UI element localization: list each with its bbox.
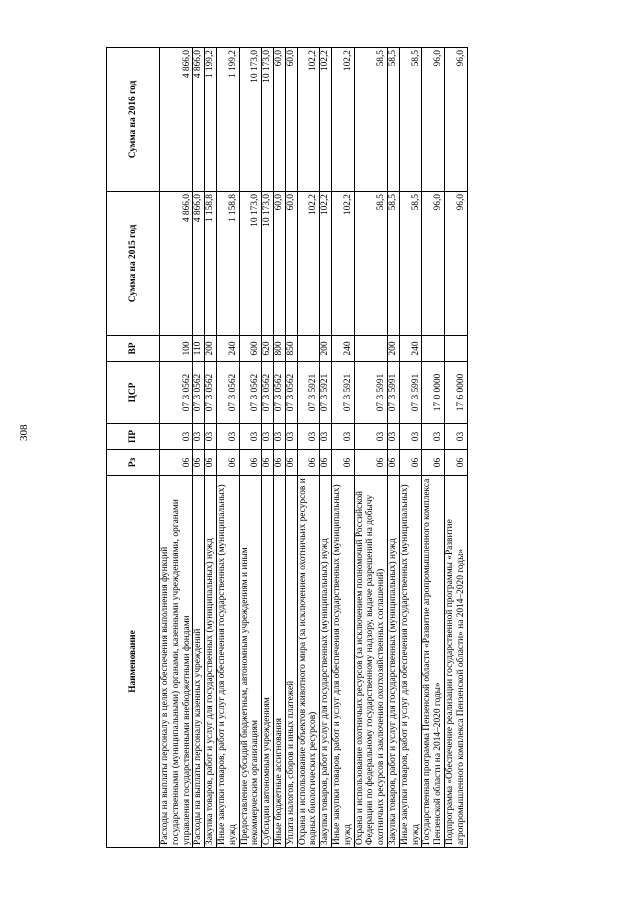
- cell-pr: 03: [193, 424, 205, 450]
- cell-name: Иные закупки товаров, работ и услуг для обеспечения государственных (муниципальных) нужд: [216, 476, 239, 848]
- cell-pr: 03: [422, 424, 445, 450]
- cell-vr: 110: [193, 336, 205, 362]
- cell-sum-2015: 4 866,0: [160, 192, 193, 336]
- cell-rz: 06: [193, 450, 205, 476]
- table-row: [320, 48, 332, 848]
- cell-vr: [422, 336, 445, 362]
- cell-pr: 03: [320, 424, 332, 450]
- cell-sum-2015: 1 158,8: [205, 192, 217, 336]
- cell-csr: 07 3 5991: [399, 362, 422, 424]
- cell-name: Расходы на выплаты персоналу в целях обеспечения выполнения функций государственными (муниципальными) органами, казенными учреждениями, органами управления государственными внебюджетными фондами: [160, 476, 193, 848]
- cell-csr: 07 3 5921: [320, 362, 332, 424]
- cell-name: Закупка товаров, работ и услуг для государственных (муниципальных) нужд: [320, 476, 332, 848]
- cell-pr: 03: [354, 424, 387, 450]
- cell-pr: 03: [331, 424, 354, 450]
- cell-csr: 07 3 0562: [239, 362, 262, 424]
- cell-sum-2016: 58,5: [354, 48, 387, 192]
- cell-pr: 03: [216, 424, 239, 450]
- cell-sum-2015: 4 866,0: [193, 192, 205, 336]
- cell-name: Охрана и использование объектов животного мира (за исключением охотничьих ресурсов и водных биологических ресурсов): [297, 476, 320, 848]
- header-csr: ЦСР: [107, 362, 160, 424]
- cell-vr: 850: [285, 336, 297, 362]
- cell-csr: 07 3 0562: [273, 362, 285, 424]
- cell-csr: 07 3 0562: [285, 362, 297, 424]
- cell-sum-2015: 102,2: [331, 192, 354, 336]
- header-sum-2016: Сумма на 2016 год: [107, 48, 160, 192]
- cell-sum-2015: 10 173,0: [239, 192, 262, 336]
- table-row: [239, 48, 262, 848]
- cell-pr: 03: [387, 424, 399, 450]
- cell-rz: 06: [387, 450, 399, 476]
- table-row: [216, 48, 239, 848]
- cell-sum-2016: 4 866,0: [160, 48, 193, 192]
- cell-rz: 06: [262, 450, 274, 476]
- cell-pr: 03: [399, 424, 422, 450]
- table-row: [285, 48, 297, 848]
- cell-name: Подпрограмма «Обеспечение реализации государственной программы «Развитие агропромышленного комплекса Пензенской области» на 2014–2020 годы»: [444, 476, 467, 848]
- cell-vr: 240: [216, 336, 239, 362]
- header-sum-2015: Сумма на 2015 год: [107, 192, 160, 336]
- cell-pr: 03: [262, 424, 274, 450]
- table-row: [387, 48, 399, 848]
- cell-rz: 06: [422, 450, 445, 476]
- cell-csr: 07 3 0562: [205, 362, 217, 424]
- cell-vr: 620: [262, 336, 274, 362]
- cell-rz: 06: [320, 450, 332, 476]
- header-name: Наименование: [107, 476, 160, 848]
- cell-sum-2015: 58,5: [354, 192, 387, 336]
- table-row: [262, 48, 274, 848]
- cell-sum-2015: 96,0: [422, 192, 445, 336]
- cell-pr: 03: [444, 424, 467, 450]
- cell-sum-2016: 96,0: [444, 48, 467, 192]
- cell-rz: 06: [216, 450, 239, 476]
- cell-name: Субсидии автономным учреждениям: [262, 476, 274, 848]
- cell-rz: 06: [331, 450, 354, 476]
- cell-csr: 17 0 0000: [422, 362, 445, 424]
- cell-csr: 07 3 5991: [354, 362, 387, 424]
- budget-table: [106, 47, 468, 848]
- cell-pr: 03: [239, 424, 262, 450]
- cell-csr: 07 3 0562: [193, 362, 205, 424]
- table-row: [193, 48, 205, 848]
- cell-vr: [297, 336, 320, 362]
- cell-pr: 03: [205, 424, 217, 450]
- cell-sum-2016: 4 866,0: [193, 48, 205, 192]
- cell-name: Иные закупки товаров, работ и услуг для обеспечения государственных (муниципальных) нужд: [399, 476, 422, 848]
- header-pr: ПР: [107, 424, 160, 450]
- cell-sum-2016: 58,5: [387, 48, 399, 192]
- cell-pr: 03: [285, 424, 297, 450]
- cell-sum-2016: 60,0: [273, 48, 285, 192]
- cell-rz: 06: [399, 450, 422, 476]
- cell-name: Закупка товаров, работ и услуг для государственных (муниципальных) нужд: [387, 476, 399, 848]
- cell-sum-2016: 60,0: [285, 48, 297, 192]
- cell-sum-2016: 10 173,0: [262, 48, 274, 192]
- cell-pr: 03: [297, 424, 320, 450]
- cell-sum-2015: 10 173,0: [262, 192, 274, 336]
- cell-csr: 07 3 5991: [387, 362, 399, 424]
- cell-sum-2015: 58,5: [387, 192, 399, 336]
- cell-name: Предоставление субсидий бюджетным, автономным учреждениям и иным некоммерческим организациям: [239, 476, 262, 848]
- cell-rz: 06: [239, 450, 262, 476]
- cell-vr: 100: [160, 336, 193, 362]
- cell-sum-2015: 58,5: [399, 192, 422, 336]
- cell-sum-2016: 102,2: [320, 48, 332, 192]
- cell-sum-2015: 96,0: [444, 192, 467, 336]
- cell-pr: 03: [160, 424, 193, 450]
- page-number: 308: [18, 424, 30, 441]
- cell-name: Государственная программа Пензенской области «Развитие агропромышленного комплекса Пензенской области на 2014–2020 годы»: [422, 476, 445, 848]
- table-row: [444, 48, 467, 848]
- cell-vr: 240: [399, 336, 422, 362]
- cell-pr: 03: [273, 424, 285, 450]
- cell-sum-2016: 10 173,0: [239, 48, 262, 192]
- cell-rz: 06: [354, 450, 387, 476]
- cell-sum-2016: 96,0: [422, 48, 445, 192]
- table-row: [160, 48, 193, 848]
- cell-rz: 06: [205, 450, 217, 476]
- table-row: [297, 48, 320, 848]
- cell-csr: 07 3 5921: [297, 362, 320, 424]
- cell-csr: 07 3 0562: [262, 362, 274, 424]
- cell-sum-2015: 102,2: [297, 192, 320, 336]
- cell-sum-2016: 102,2: [331, 48, 354, 192]
- budget-table-container: [106, 48, 524, 848]
- cell-name: Иные закупки товаров, работ и услуг для обеспечения государственных (муниципальных) нужд: [331, 476, 354, 848]
- cell-vr: 200: [205, 336, 217, 362]
- cell-rz: 06: [285, 450, 297, 476]
- table-row: [331, 48, 354, 848]
- cell-vr: 240: [331, 336, 354, 362]
- cell-name: Закупка товаров, работ и услуг для государственных (муниципальных) нужд: [205, 476, 217, 848]
- table-row: [354, 48, 387, 848]
- cell-vr: [444, 336, 467, 362]
- cell-sum-2016: 1 199,2: [205, 48, 217, 192]
- cell-sum-2015: 60,0: [273, 192, 285, 336]
- cell-sum-2015: 60,0: [285, 192, 297, 336]
- cell-vr: 200: [320, 336, 332, 362]
- table-row: [205, 48, 217, 848]
- cell-rz: 06: [160, 450, 193, 476]
- cell-rz: 06: [444, 450, 467, 476]
- cell-name: Иные бюджетные ассигнования: [273, 476, 285, 848]
- cell-csr: 07 3 0562: [160, 362, 193, 424]
- cell-sum-2016: 58,5: [399, 48, 422, 192]
- cell-name: Расходы на выплаты персоналу казенных учреждений: [193, 476, 205, 848]
- cell-csr: 17 6 0000: [444, 362, 467, 424]
- cell-sum-2016: 1 199,2: [216, 48, 239, 192]
- cell-vr: [354, 336, 387, 362]
- cell-vr: 800: [273, 336, 285, 362]
- table-row: [422, 48, 445, 848]
- header-vr: ВР: [107, 336, 160, 362]
- cell-name: Уплата налогов, сборов и иных платежей: [285, 476, 297, 848]
- cell-sum-2015: 1 158,8: [216, 192, 239, 336]
- cell-csr: 07 3 0562: [216, 362, 239, 424]
- cell-name: Охрана и использование охотничьих ресурсов (за исключением полномочий Российской Федерации по федеральному государственному надзору, выдаче разрешений на добычу охотничьих ресурсов и заключению охотхозяйственных соглашений): [354, 476, 387, 848]
- table-row: [399, 48, 422, 848]
- header-rz: Рз: [107, 450, 160, 476]
- cell-rz: 06: [273, 450, 285, 476]
- table-row: [273, 48, 285, 848]
- cell-vr: 600: [239, 336, 262, 362]
- cell-sum-2015: 102,2: [320, 192, 332, 336]
- cell-rz: 06: [297, 450, 320, 476]
- table-header-row: [107, 48, 160, 848]
- cell-sum-2016: 102,2: [297, 48, 320, 192]
- cell-vr: 200: [387, 336, 399, 362]
- cell-csr: 07 3 5921: [331, 362, 354, 424]
